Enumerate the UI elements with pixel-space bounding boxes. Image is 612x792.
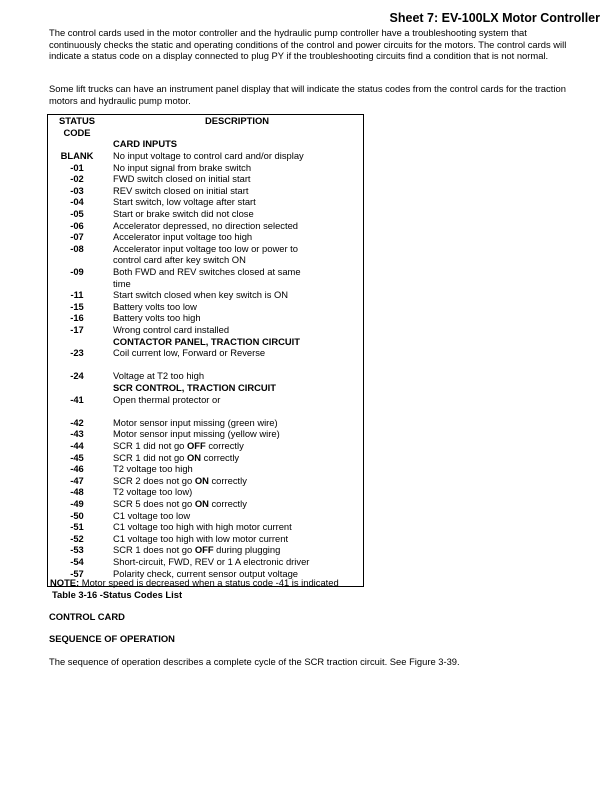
col-header-description: DESCRIPTION [204, 115, 270, 126]
section-card-inputs: CARD INPUTS [113, 138, 178, 150]
status-codes-table: STATUS DESCRIPTION CODE CARD INPUTS BLANK No input voltage to control card and/or display -01 No input signal from brake switch -02 FWD switch closed on initial start -03 REV switch closed on initial start -04 Start switch, low voltage after start -05 Start or brake switch did not close -06 Accelerator depressed, no direction selected -07 Accelerator input voltage too high -08 Accelerator input voltage too low or power to control card after key switch ON -09 Both FWD and REV switches closed at same time -11 Start switch closed when key switch is ON -15 Battery volts too low -16 Battery volts too high -17 Wrong control card installed CONTACTOR PANEL, TRACTION CIRCUIT -23 Coil current low, Forward or Reverse -24 Voltage at T2 too high SCR CONTROL, TRACTION CIRCUIT -41 Open thermal protector or -42 Motor sensor input missing (green wire) -43 Motor sensor input missing (yellow wire) -44 SCR 1 did not go OFF correctly -45 SCR 1 did not go ON correctly -46 T2 voltage too high -47 SCR 2 does not go ON correctly -48 T2 voltage too low) -49 SCR 5 does not go ON correctly -50 C1 voltage too low -51 C1 voltage too high with high motor current -52 C1 voltage too high with low motor current -53 SCR 1 does not go OFF during plugging -54 Short-circuit, FWD, REV or 1 A electronic driver -57 Polarity check, current sensor output voltage NOTE: Motor speed is decreased when a status code -41 is indicated [47, 114, 364, 587]
section-scr-control: SCR CONTROL, TRACTION CIRCUIT [113, 382, 277, 393]
note-text: Motor speed is decreased when a status code -41 is indicated [79, 576, 339, 588]
page-header: Sheet 7: EV-100LX Motor Controller [389, 11, 600, 25]
section-contactor-panel: CONTACTOR PANEL, TRACTION CIRCUIT [113, 335, 300, 347]
intro-paragraph: The control cards used in the motor controller and the hydraulic pump controller have a troubleshooting system that continuously checks the static and operating conditions of the control and power circuits for the motors. The control cards will indicate a status code on a display connected to plug PY if the troubleshooting circuits find a condition that is not normal. [49, 27, 567, 62]
col-header-code: STATUS [58, 115, 96, 126]
instrument-panel-paragraph: Some lift trucks can have an instrument panel display that will indicate the status codes from the control cards for the traction motors and hydraulic pump motor. [49, 83, 566, 106]
heading-control-card: CONTROL CARD [49, 611, 125, 622]
table-caption: Table 3-16 -Status Codes List [52, 589, 183, 600]
sequence-paragraph: The sequence of operation describes a complete cycle of the SCR traction circuit. See Figure 3-39. [49, 656, 460, 667]
heading-sequence-of-operation: SEQUENCE OF OPERATION [49, 633, 175, 644]
note-label: NOTE: [50, 576, 80, 588]
table-note [50, 577, 339, 589]
col-header-code-2: CODE [63, 126, 91, 138]
